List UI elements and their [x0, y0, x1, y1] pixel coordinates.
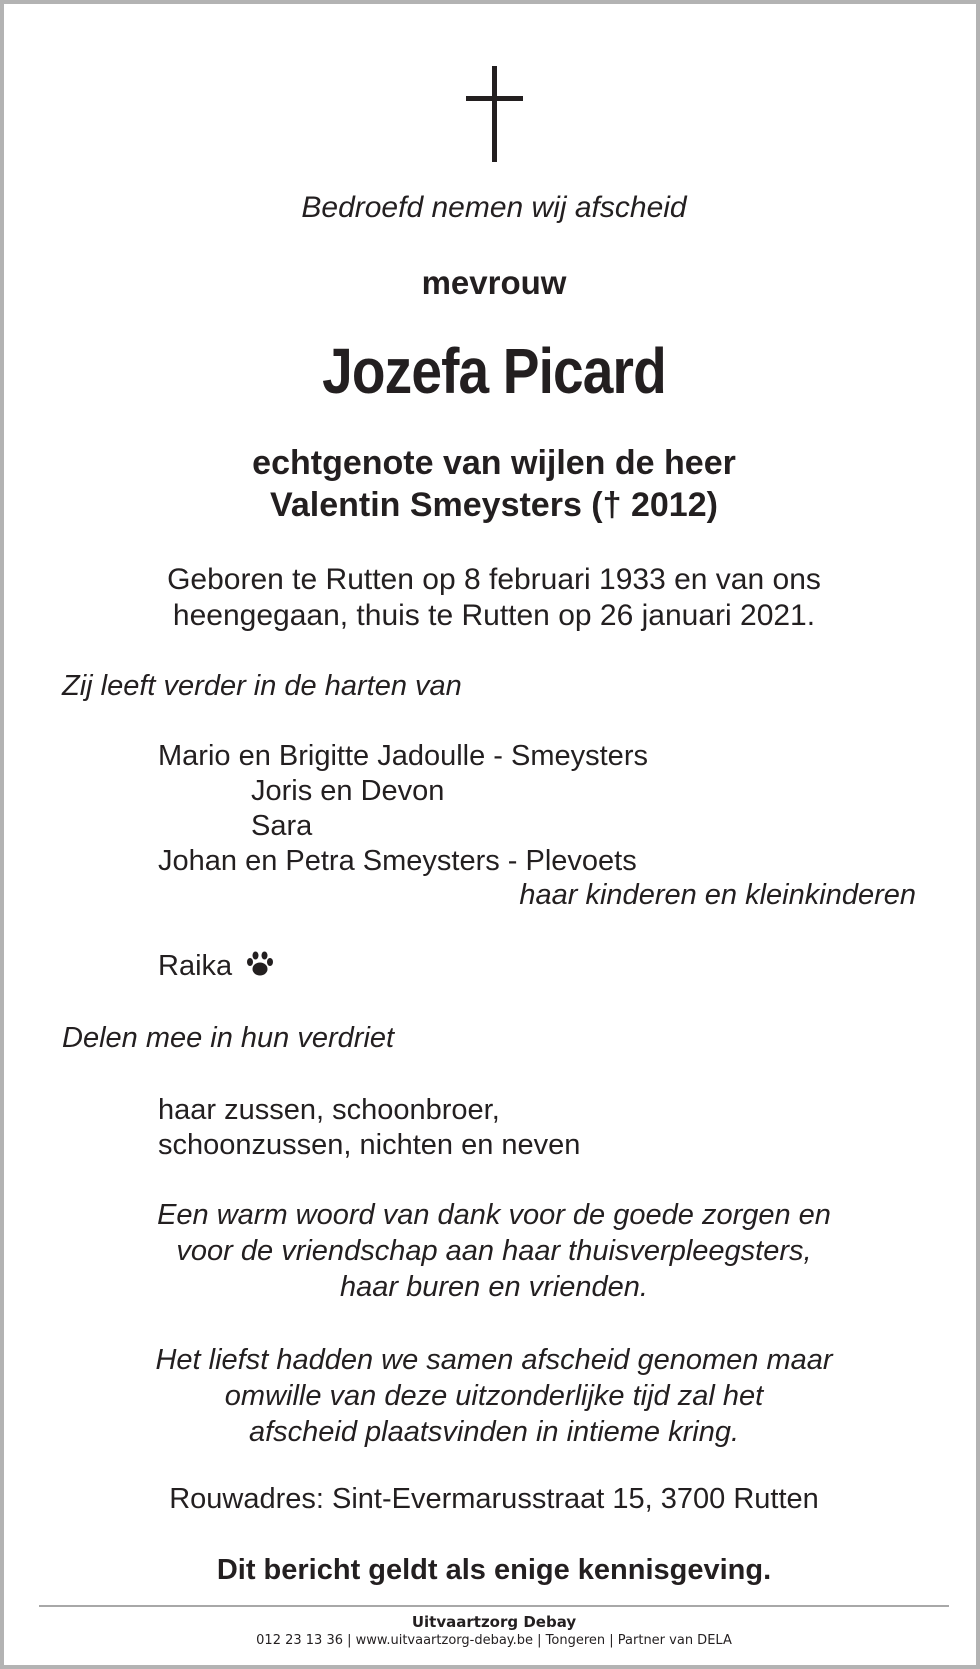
thanks-message — [4, 1197, 980, 1305]
farewell-line: afscheid plaatsvinden in intieme kring. — [248, 1416, 740, 1448]
pet-name: Raika — [158, 950, 233, 982]
family-member: Joris en Devon — [251, 775, 445, 807]
salutation: mevrouw — [421, 264, 567, 301]
only-notice-statement: Dit bericht geldt als enige kennisgeving. — [216, 1554, 772, 1586]
share-heading: Delen mee in hun verdriet — [62, 1022, 395, 1054]
paw-icon — [246, 951, 274, 977]
farewell-message — [4, 1342, 980, 1450]
family-member: Sara — [251, 810, 313, 842]
farewell-line: omwille van deze uitzonderlijke tijd zal het — [224, 1380, 764, 1412]
family-role: haar kinderen en kleinkinderen — [519, 879, 916, 911]
lives-on-heading: Zij leeft verder in de harten van — [62, 670, 462, 702]
pet-line — [158, 949, 274, 984]
born-line: heengegaan, thuis te Rutten op 26 januari 2021. — [172, 599, 816, 632]
footer-divider — [39, 1605, 949, 1607]
cross-icon — [4, 66, 980, 162]
funeral-home-contact: 012 23 13 36 | www.uitvaartzorg-debay.be | Tongeren | Partner van DELA — [256, 1633, 732, 1648]
spouse-line: Valentin Smeysters († 2012) — [270, 486, 718, 524]
farewell-line: Het liefst hadden we samen afscheid genomen maar — [155, 1344, 833, 1376]
intro-text: Bedroefd nemen wij afscheid — [301, 191, 687, 224]
deceased-name: Jozefa Picard — [322, 335, 666, 407]
funeral-home-name: Uitvaartzorg Debay — [411, 1613, 577, 1631]
thanks-line: Een warm woord van dank voor de goede zorgen en — [157, 1199, 831, 1231]
mourning-address: Rouwadres: Sint-Evermarusstraat 15, 3700 Rutten — [169, 1483, 819, 1515]
thanks-line: haar buren en vrienden. — [340, 1271, 648, 1303]
family-member: Johan en Petra Smeysters - Plevoets — [158, 845, 637, 877]
birth-death-info — [4, 562, 980, 634]
relatives-line: schoonzussen, nichten en neven — [158, 1129, 581, 1161]
thanks-line: voor de vriendschap aan haar thuisverpleegsters, — [176, 1235, 812, 1267]
relatives-line: haar zussen, schoonbroer, — [158, 1094, 500, 1126]
born-line: Geboren te Rutten op 8 februari 1933 en van ons — [167, 563, 821, 596]
spouse-info — [4, 442, 980, 526]
family-member: Mario en Brigitte Jadoulle - Smeysters — [158, 740, 648, 772]
spouse-line: echtgenote van wijlen de heer — [252, 444, 736, 482]
